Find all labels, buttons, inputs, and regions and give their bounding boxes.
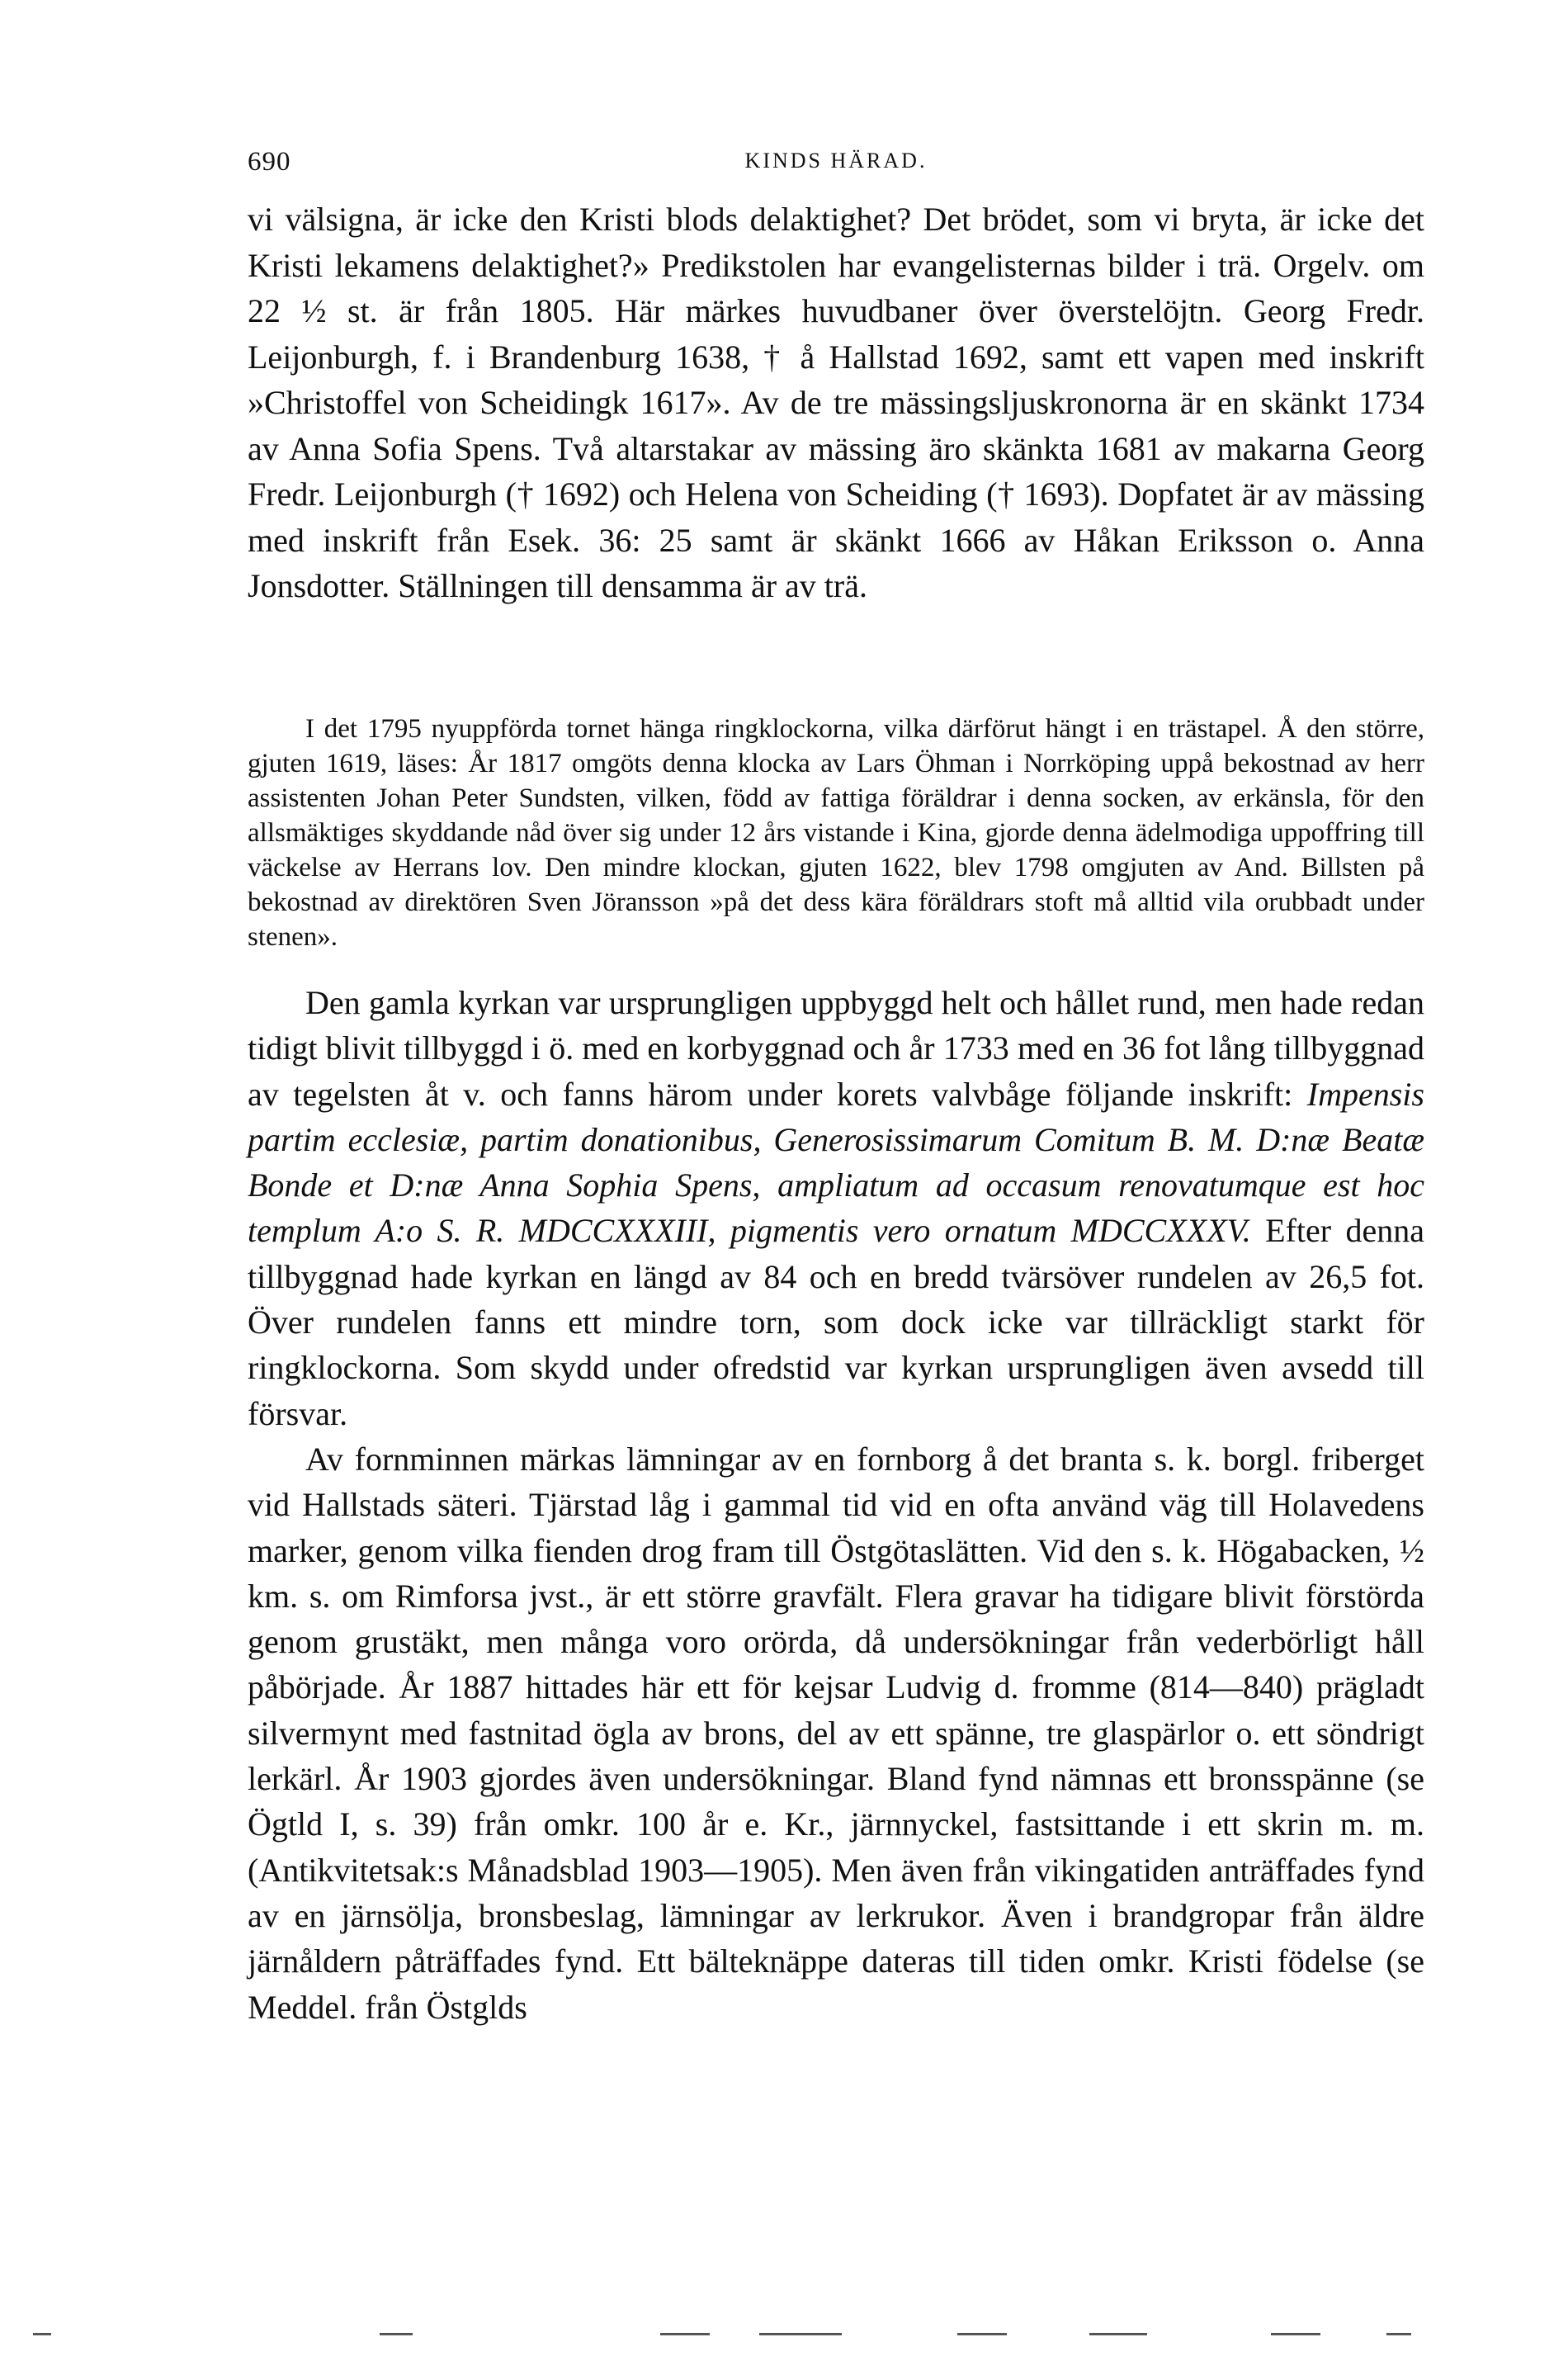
running-title: KINDS HÄRAD. <box>744 149 928 173</box>
page-header <box>248 132 1424 182</box>
paragraph-text: vi välsigna, är icke den Kristi blods delaktighet? Det brödet, som vi bryta, är icke det Kristi lekamens delaktighet?» Predikstolen har evangelisternas bilder i trä. Orgelv. om 22 ½ st. är från 1805. Här märkes huvudbaner över överstelöjtn. Georg Fredr. Leijonburgh, f. i Brandenburg 1638, † å Hallstad 1692, samt ett vapen med inskrift »Christoffel von Scheidingk 1617». Av de tre mässingsljuskronorna är en skänkt 1734 av Anna Sofia Spens. Två altarstakar av mässing äro skänkta 1681 av makarna Georg Fredr. Leijonburgh († 1692) och Helena von Scheiding († 1693). Dopfatet är av mässing med inskrift från Esek. 36: 25 samt är skänkt 1666 av Håkan Eriksson o. Anna Jonsdotter. Ställningen till densamma är av trä. <box>248 201 1424 604</box>
scan-edge-marks <box>33 2333 1535 2336</box>
paragraph-text: Efter denna tillbyggnad hade kyrkan en längd av 84 och en bredd tvärsöver rundelen av 26,5 fot. Över rundelen fanns ett mindre torn, som dock icke var tillräckligt starkt för ringklockorna. Som skydd under ofredstid var kyrkan ursprungligen även avsedd till försvar. <box>248 1212 1424 1432</box>
paragraph-church-furnishings <box>248 196 1424 609</box>
latin-inscription: Impensis partim ecclesiæ, partim donationibus, Generosissimarum Comitum B. M. D:næ Beatæ Bonde et D:næ Anna Sophia Spens, ampliatum ad occasum renovatumque est hoc templum A:o S. R. MDCCXXXIII, pigmentis vero ornatum MDCCXXXV. <box>248 1075 1424 1250</box>
paragraph-text: Den gamla kyrkan var ursprungligen uppbyggd helt och hållet rund, men hade redan tidigt blivit tillbyggd i ö. med en korbyggnad och år 1733 med en 36 fot lång tillbyggnad av tegelsten åt v. och fanns härom under korets valvbåge följande inskrift: <box>248 984 1424 1113</box>
page-number: 690 <box>248 147 291 177</box>
paragraph-ancient-remains: Av fornminnen märkas lämningar av en fornborg å det branta s. k. borgl. friberget vid Hallstads säteri. Tjärstad låg i gammal tid vid en ofta använd väg till Holavedens marker, genom vilka fienden drog fram till Östgötaslätten. Vid den s. k. Högabacken, ½ km. s. om Rimforsa jvst., är ett större gravfält. Flera gravar ha tidigare blivit förstörda genom grustäkt, men många voro orörda, då undersökningar från vederbörligt håll påbörjade. År 1887 hittades här ett för kejsar Ludvig d. fromme (814—840) prägladt silvermynt med fastnitad ögla av brons, del av ett spänne, tre glaspärlor o. ett söndrigt lerkärl. År 1903 gjordes även undersökningar. Bland fynd nämnas ett bronsspänne (se Ögtld I, s. 39) från omkr. 100 år e. Kr., järnnyckel, fastsittande i ett skrin m. m. (Antikvitetsak:s Månadsblad 1903—1905). Men även från vikingatiden anträffades fynd av en järnsölja, bronsbeslag, lämningar av lerkrukor. Även i brandgropar från äldre järnåldern påträffades fynd. Ett bälteknäppe dateras till tiden omkr. Kristi födelse (se Meddel. från Östglds <box>248 1440 1424 2026</box>
paragraph-bells-smallprint <box>248 712 1424 954</box>
paragraph-church-history <box>248 980 1424 2030</box>
paragraph-text: I det 1795 nyuppförda tornet hänga ringklockorna, vilka därförut hängt i en trästapel. Å den större, gjuten 1619, läses: År 1817 omgöts denna klocka av Lars Öhman i Norrköping uppå bekostnad av herr assistenten Johan Peter Sundsten, vilken, född av fattiga föräldrar i denna socken, av erkänsla, för den allsmäktiges skyddande nåd över sig under 12 års vistande i Kina, gjorde denna ädelmodiga uppoffring till väckelse av Herrans lov. Den mindre klockan, gjuten 1622, blev 1798 omgjuten av And. Billsten på bekostnad av direktören Sven Jöransson »på det dess kära föräldrars stoft må alltid vila orubbadt under stenen». <box>248 714 1424 952</box>
paragraph-old-church <box>248 980 1424 1436</box>
